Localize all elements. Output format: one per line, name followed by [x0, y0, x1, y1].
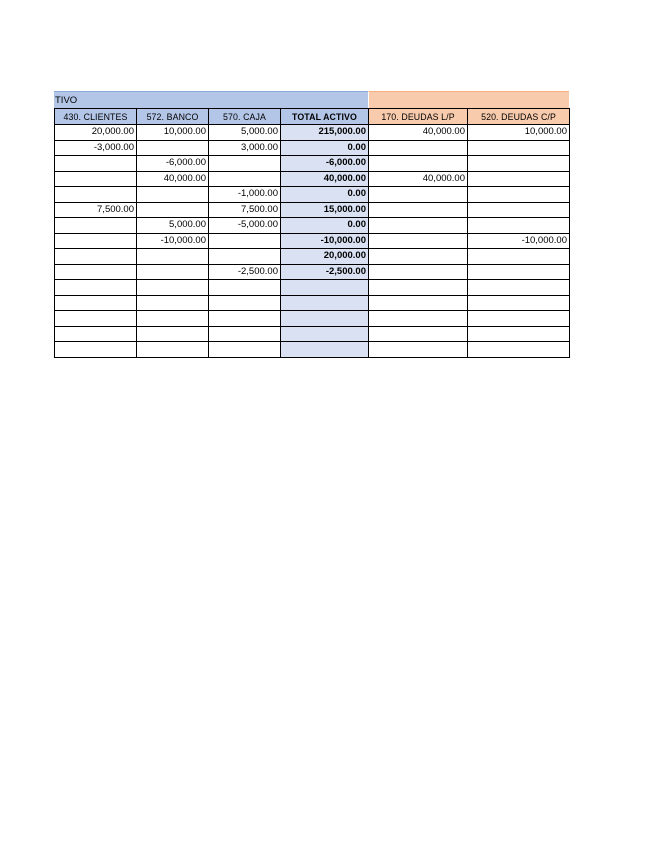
cell-caja[interactable]: -2,500.00 — [209, 264, 281, 280]
cell-banco[interactable]: 40,000.00 — [137, 171, 209, 187]
cell-banco[interactable]: 10,000.00 — [137, 125, 209, 141]
cell-deudas-cp[interactable] — [468, 187, 570, 203]
table-row — [55, 342, 570, 358]
cell-deudas-lp[interactable] — [369, 295, 468, 311]
table-row — [55, 202, 570, 218]
cell-deudas-lp[interactable] — [369, 233, 468, 249]
cell-caja[interactable] — [209, 295, 281, 311]
table-row — [55, 295, 570, 311]
table-row — [55, 125, 570, 141]
cell-clientes[interactable]: -3,000.00 — [55, 140, 137, 156]
table-row — [55, 233, 570, 249]
cell-deudas-lp[interactable] — [369, 218, 468, 234]
cell-deudas-cp[interactable]: -10,000.00 — [468, 233, 570, 249]
cell-caja[interactable] — [209, 171, 281, 187]
header-caja[interactable]: 570. CAJA — [209, 109, 281, 125]
cell-clientes[interactable] — [55, 326, 137, 342]
cell-caja[interactable] — [209, 342, 281, 358]
cell-total-activo[interactable]: -10,000.00 — [281, 233, 369, 249]
cell-deudas-cp[interactable] — [468, 140, 570, 156]
cell-banco[interactable] — [137, 326, 209, 342]
cell-clientes[interactable] — [55, 342, 137, 358]
table-row — [55, 140, 570, 156]
cell-deudas-lp[interactable] — [369, 311, 468, 327]
cell-deudas-cp[interactable] — [468, 280, 570, 296]
cell-deudas-lp[interactable] — [369, 326, 468, 342]
section-activo-band[interactable]: TIVO — [54, 91, 368, 108]
cell-total-activo[interactable] — [281, 326, 369, 342]
cell-deudas-lp[interactable]: 40,000.00 — [369, 125, 468, 141]
cell-total-activo[interactable]: 0.00 — [281, 140, 369, 156]
table-row — [55, 280, 570, 296]
balance-table — [54, 108, 570, 358]
cell-deudas-lp[interactable]: 40,000.00 — [369, 171, 468, 187]
cell-clientes[interactable] — [55, 311, 137, 327]
cell-caja[interactable] — [209, 326, 281, 342]
cell-total-activo[interactable] — [281, 311, 369, 327]
header-banco[interactable]: 572. BANCO — [137, 109, 209, 125]
cell-total-activo[interactable]: 215,000.00 — [281, 125, 369, 141]
cell-banco[interactable] — [137, 342, 209, 358]
cell-deudas-lp[interactable] — [369, 187, 468, 203]
cell-clientes[interactable] — [55, 264, 137, 280]
cell-deudas-cp[interactable] — [468, 326, 570, 342]
table-row — [55, 311, 570, 327]
cell-deudas-cp[interactable] — [468, 218, 570, 234]
cell-banco[interactable] — [137, 202, 209, 218]
cell-clientes[interactable] — [55, 171, 137, 187]
cell-banco[interactable] — [137, 280, 209, 296]
header-deudas-lp[interactable]: 170. DEUDAS L/P — [369, 109, 468, 125]
table-row — [55, 326, 570, 342]
cell-total-activo[interactable]: 20,000.00 — [281, 249, 369, 265]
cell-caja[interactable] — [209, 233, 281, 249]
cell-clientes[interactable] — [55, 156, 137, 172]
cell-deudas-lp[interactable] — [369, 202, 468, 218]
cell-banco[interactable] — [137, 249, 209, 265]
cell-deudas-cp[interactable] — [468, 264, 570, 280]
cell-deudas-cp[interactable] — [468, 202, 570, 218]
cell-deudas-cp[interactable] — [468, 156, 570, 172]
cell-caja[interactable]: 7,500.00 — [209, 202, 281, 218]
cell-deudas-cp[interactable] — [468, 342, 570, 358]
cell-total-activo[interactable]: -2,500.00 — [281, 264, 369, 280]
cell-total-activo[interactable]: 40,000.00 — [281, 171, 369, 187]
cell-banco[interactable] — [137, 311, 209, 327]
table-row — [55, 187, 570, 203]
cell-deudas-lp[interactable] — [369, 249, 468, 265]
cell-caja[interactable] — [209, 249, 281, 265]
cell-caja[interactable] — [209, 311, 281, 327]
cell-clientes[interactable] — [55, 249, 137, 265]
cell-total-activo[interactable]: 15,000.00 — [281, 202, 369, 218]
cell-total-activo[interactable] — [281, 280, 369, 296]
cell-deudas-lp[interactable] — [369, 156, 468, 172]
cell-deudas-lp[interactable] — [369, 140, 468, 156]
header-clientes[interactable]: 430. CLIENTES — [55, 109, 137, 125]
cell-banco[interactable]: -6,000.00 — [137, 156, 209, 172]
cell-clientes[interactable] — [55, 280, 137, 296]
cell-clientes[interactable] — [55, 233, 137, 249]
header-deudas-cp[interactable]: 520. DEUDAS C/P — [468, 109, 570, 125]
cell-total-activo[interactable] — [281, 295, 369, 311]
cell-deudas-cp[interactable] — [468, 295, 570, 311]
cell-clientes[interactable]: 7,500.00 — [55, 202, 137, 218]
cell-banco[interactable] — [137, 187, 209, 203]
cell-caja[interactable]: 5,000.00 — [209, 125, 281, 141]
cell-deudas-cp[interactable] — [468, 249, 570, 265]
cell-caja[interactable]: -5,000.00 — [209, 218, 281, 234]
cell-caja[interactable]: 3,000.00 — [209, 140, 281, 156]
cell-total-activo[interactable]: -6,000.00 — [281, 156, 369, 172]
cell-clientes[interactable]: 20,000.00 — [55, 125, 137, 141]
cell-clientes[interactable] — [55, 187, 137, 203]
cell-caja[interactable]: -1,000.00 — [209, 187, 281, 203]
header-row — [55, 109, 570, 125]
spreadsheet — [54, 91, 569, 358]
section-pasivo-band[interactable] — [368, 91, 569, 108]
cell-banco[interactable]: -10,000.00 — [137, 233, 209, 249]
cell-total-activo[interactable] — [281, 342, 369, 358]
cell-banco[interactable]: 5,000.00 — [137, 218, 209, 234]
cell-banco[interactable] — [137, 295, 209, 311]
cell-total-activo[interactable]: 0.00 — [281, 218, 369, 234]
cell-deudas-cp[interactable]: 10,000.00 — [468, 125, 570, 141]
cell-deudas-cp[interactable] — [468, 171, 570, 187]
cell-clientes[interactable] — [55, 295, 137, 311]
cell-total-activo[interactable]: 0.00 — [281, 187, 369, 203]
cell-deudas-lp[interactable] — [369, 342, 468, 358]
cell-caja[interactable] — [209, 280, 281, 296]
cell-deudas-cp[interactable] — [468, 311, 570, 327]
table-row — [55, 156, 570, 172]
cell-clientes[interactable] — [55, 218, 137, 234]
section-band-row — [54, 91, 569, 108]
table-row — [55, 218, 570, 234]
table-body — [55, 125, 570, 358]
cell-caja[interactable] — [209, 156, 281, 172]
cell-deudas-lp[interactable] — [369, 280, 468, 296]
header-total-activo[interactable]: TOTAL ACTIVO — [281, 109, 369, 125]
cell-banco[interactable] — [137, 140, 209, 156]
table-row — [55, 171, 570, 187]
cell-banco[interactable] — [137, 264, 209, 280]
table-row — [55, 249, 570, 265]
cell-deudas-lp[interactable] — [369, 264, 468, 280]
table-row — [55, 264, 570, 280]
